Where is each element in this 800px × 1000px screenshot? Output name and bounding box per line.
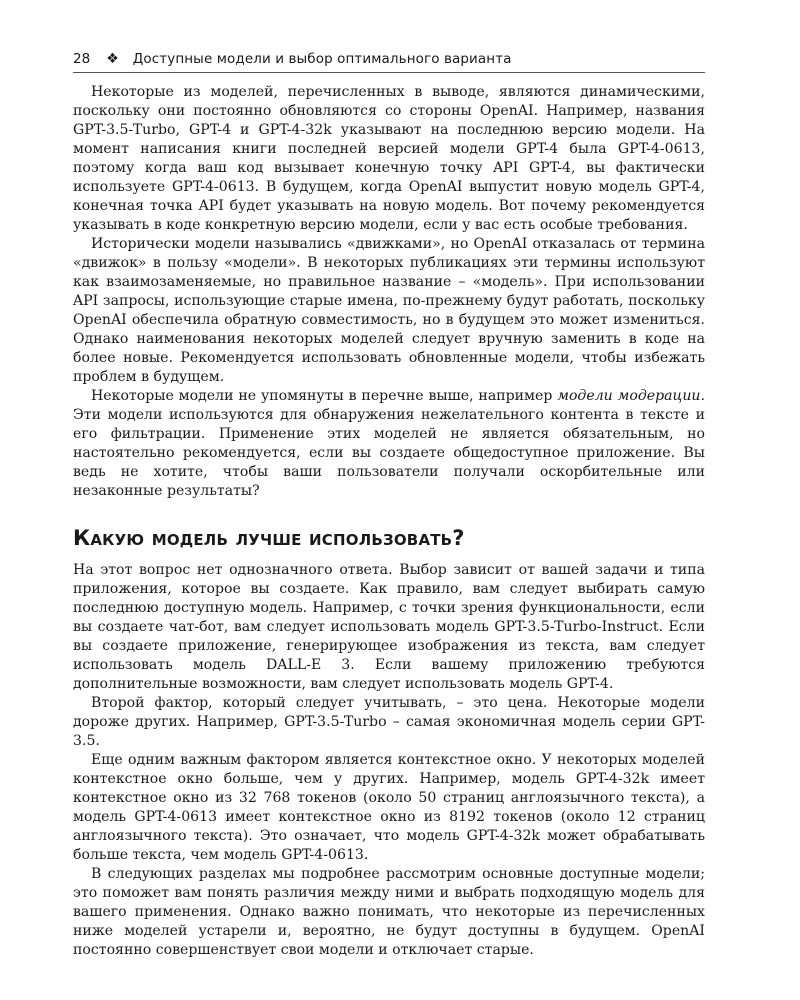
running-head bbox=[73, 48, 705, 73]
paragraph bbox=[73, 387, 705, 501]
book-page bbox=[73, 48, 705, 960]
emphasis-text: модели модерации bbox=[557, 388, 701, 404]
paragraph: Некоторые из моделей, перечисленных в выводе, являются динамическими, поскольку они постоянно обновляются со стороны OpenAI. Например, названия GPT-3.5-Turbo, GPT-4 и GPT-4-32k указывают на последнюю версию модели. На момент написания книги последней версией модели GPT-4 была GPT-4-0613, поэтому когда ваш код вызывает конечную точку API GPT-4, вы фактически используете GPT-4-0613. В будущем, когда OpenAI выпустит новую модель GPT-4, конечная точка API будет указывать на новую модель. Вот почему рекомендуется указывать в коде конкретную версию модели, если у вас есть особые требования. bbox=[73, 84, 705, 233]
paragraph-text: . Эти модели используются для обнаружения нежелательного контента в тексте и его фильтрации. Применение этих моделей не является обязательным, но настоятельно рекомендуется, если вы создаете общедоступное приложение. Вы ведь не хотите, чтобы ваши пользователи получали оскорбительные или незаконные результаты? bbox=[73, 388, 705, 499]
paragraph: Исторически модели назывались «движками», но OpenAI отказалась от термина «движок» в пользу «модели». В некоторых публикациях эти термины используют как взаимозаменяемые, но правильное название – «модель». При использовании API запросы, использующие старые имена, по-прежнему будут работать, поскольку OpenAI обеспечила обратную совместимость, но в будущем это может измениться. Однако наименования некоторых моделей следует вручную заменить в коде на более новые. Рекомендуется использовать обновленные модели, чтобы избежать проблем в будущем. bbox=[73, 236, 705, 385]
paragraph-text: Некоторые модели не упомянуты в перечне выше, например bbox=[91, 388, 558, 404]
section-heading-text: Какую модель лучше использовать? bbox=[73, 526, 465, 550]
diamond-ornament-icon: ❖ bbox=[106, 51, 119, 67]
body-text bbox=[73, 83, 705, 960]
paragraph: На этот вопрос нет однозначного ответа. Выбор зависит от вашей задачи и типа приложения, которое вы создаете. Как правило, вам следует выбирать самую последнюю доступную модель. Например, с точки зрения функциональности, если вы создаете чат-бот, вам следует использовать модель GPT-3.5-Turbo-Instruct. Если вы создаете приложение, генерирующее изображения из текста, вам следует использовать модель DALL-E 3. Если вашему приложению требуются дополнительные возможности, вам следует использовать модель GPT-4. bbox=[73, 562, 705, 692]
paragraph: В следующих разделах мы подробнее рассмотрим основные доступные модели; это поможет вам понять различия между ними и выбрать подходящую модель для вашего применения. Однако важно понимать, что некоторые из перечисленных ниже моделей устарели и, вероятно, не будут доступны в будущем. OpenAI постоянно совершенствует свои модели и отключает старые. bbox=[73, 866, 705, 958]
paragraph: Еще одним важным фактором является контекстное окно. У некоторых моделей контекстное окно больше, чем у других. Например, модель GPT-4-32k имеет контекстное окно из 32 768 токенов (около 50 страниц англоязычного текста), а модель GPT-4-0613 имеет контекстное окно из 8192 токенов (около 12 страниц англоязычного текста). Это означает, что модель GPT-4-32k может обрабатывать больше текста, чем модель GPT-4-0613. bbox=[73, 752, 705, 863]
paragraph: Второй фактор, который следует учитывать, – это цена. Некоторые модели дороже других. Например, GPT-3.5-Turbo – самая экономичная модель серии GPT-3.5. bbox=[73, 695, 705, 749]
page-number: 28 bbox=[73, 51, 91, 67]
running-title: Доступные модели и выбор оптимального варианта bbox=[132, 51, 512, 67]
section-heading bbox=[73, 525, 705, 551]
